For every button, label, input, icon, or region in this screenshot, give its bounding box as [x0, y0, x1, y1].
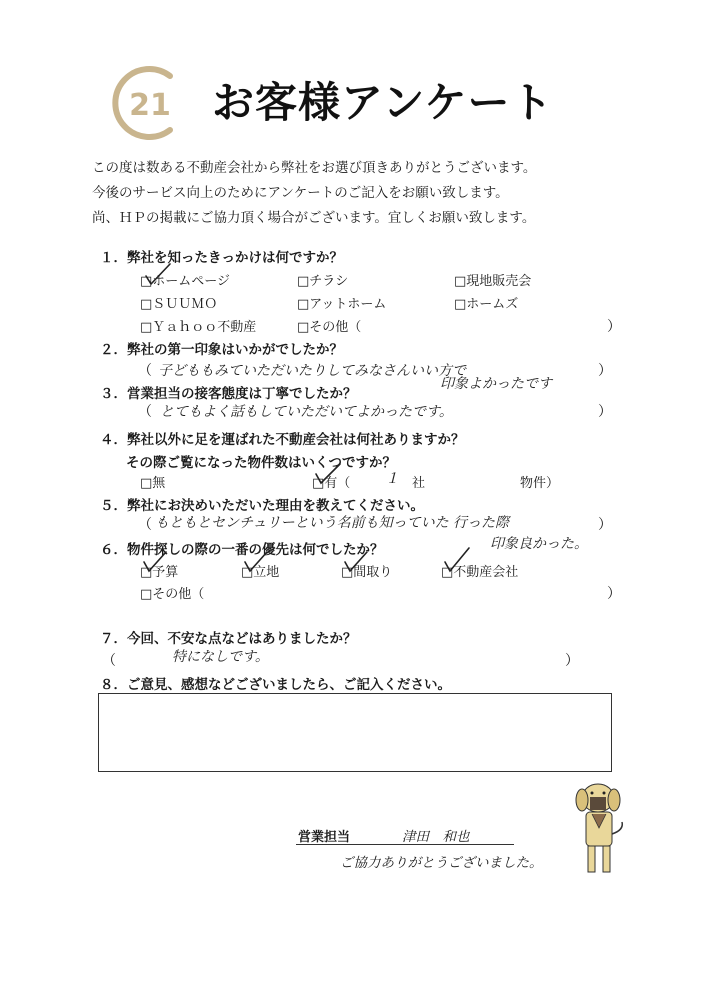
- q2-open: （: [138, 363, 152, 379]
- checkmark-icon: [342, 550, 370, 574]
- q7-open: （: [102, 653, 116, 669]
- q1-option-suumo[interactable]: □ＳＵＵＭＯ: [140, 297, 218, 312]
- q6-option-layout[interactable]: □間取り: [341, 565, 393, 580]
- thanks-text: ご協力ありがとうございました。: [340, 855, 543, 871]
- intro-line-2: 今後のサービス向上のためにアンケートのご記入をお願い致します。: [92, 185, 509, 201]
- q4-unit-property: 物件）: [520, 476, 560, 491]
- q6-option-budget[interactable]: □予算: [140, 565, 179, 580]
- q1-option-open-house[interactable]: □現地販売会: [454, 274, 532, 289]
- q2-answer[interactable]: 子どももみていただいたりしてみなさんいい方で: [158, 363, 466, 379]
- question-5: ５．弊社にお決めいただいた理由を教えてください。: [100, 498, 424, 514]
- question-8: ８．ご意見、感想などございましたら、ご記入ください。: [100, 677, 451, 693]
- q1-option-homes[interactable]: □ホームズ: [454, 297, 519, 312]
- q5-extra: 印象良かった。: [490, 536, 588, 552]
- checkmark-icon: [242, 550, 270, 574]
- q4-option-none[interactable]: □無: [140, 476, 166, 491]
- q3-answer[interactable]: とてもよく話もしていただいてよかったです。: [160, 404, 453, 420]
- comment-box[interactable]: [98, 693, 612, 772]
- question-4-sub: その際ご覧になった物件数はいくつですか？: [126, 455, 396, 471]
- checkmark-icon: [143, 262, 173, 288]
- question-6: ６．物件探しの際の一番の優先は何でしたか？: [100, 542, 384, 558]
- q5-open: （: [138, 517, 152, 533]
- q1-option-homepage[interactable]: □ホームページ: [140, 274, 231, 289]
- q1-option-athome[interactable]: □アットホーム: [297, 297, 387, 312]
- question-4: ４．弊社以外に足を運ばれた不動産会社は何社ありますか？: [100, 432, 465, 448]
- q1-option-other[interactable]: □その他（: [297, 320, 362, 335]
- q7-answer[interactable]: 特になしです。: [172, 649, 269, 665]
- question-7: ７．今回、不安な点などはありましたか？: [100, 631, 357, 647]
- century21-logo: [108, 64, 184, 142]
- question-3: ３．営業担当の接客態度は丁寧でしたか？: [100, 386, 357, 402]
- q6-option-other[interactable]: □その他（: [140, 587, 205, 602]
- q2-extra: 印象よかったです: [440, 376, 552, 392]
- checkmark-icon: [313, 462, 343, 486]
- logo-text: 21: [129, 88, 171, 123]
- q1-option-flyer[interactable]: □チラシ: [297, 274, 349, 289]
- intro-line-3: 尚、ＨＰの掲載にご協力頂く場合がございます。宜しくお願い致します。: [92, 210, 536, 226]
- q4-unit-company: 社: [412, 476, 426, 491]
- staff-label: 営業担当: [298, 830, 351, 845]
- q1-option-yahoo[interactable]: □Ｙａｈｏｏ不動産: [140, 320, 257, 335]
- q4-company-count[interactable]: １: [385, 471, 399, 487]
- question-1: １．弊社を知ったきっかけは何ですか？: [100, 250, 343, 266]
- q3-close: ）: [598, 404, 612, 420]
- q7-close: ）: [565, 653, 579, 669]
- q6-option-agency[interactable]: □不動産会社: [441, 565, 519, 580]
- staff-underline: [296, 844, 514, 845]
- q4-option-yes[interactable]: □有（: [312, 476, 351, 491]
- page-title: お客様アンケート: [212, 78, 554, 127]
- q5-close: ）: [598, 517, 612, 533]
- q6-option-location[interactable]: □立地: [241, 565, 280, 580]
- checkmark-icon: [141, 550, 169, 574]
- q1-other-close: ）: [607, 319, 621, 335]
- intro-line-1: この度は数ある不動産会社から弊社をお選び頂きありがとうございます。: [92, 160, 537, 176]
- q5-answer[interactable]: もともとセンチュリーという名前も知っていた 行った際: [155, 515, 510, 531]
- q6-other-close: ）: [607, 586, 621, 602]
- q2-close: ）: [598, 363, 612, 379]
- checkmark-icon: [442, 546, 472, 574]
- question-2: ２．弊社の第一印象はいかがでしたか？: [100, 342, 343, 358]
- staff-name: 津田 和也: [402, 829, 470, 845]
- dog-mascot-icon: [570, 778, 630, 878]
- q3-open: （: [138, 404, 152, 420]
